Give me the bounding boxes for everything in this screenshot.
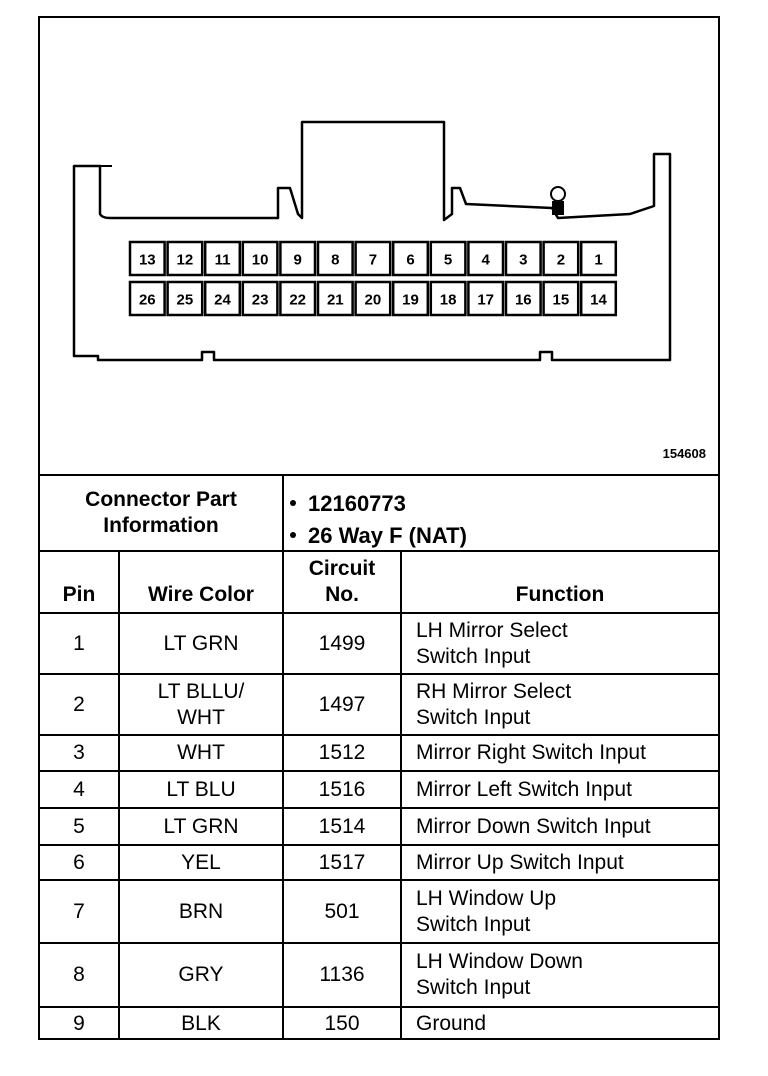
bullet-icon [290,532,296,538]
connector-chart [38,16,720,1040]
row-function: RH Mirror Select Switch Input [416,679,572,729]
row-circuit: 150 [324,1012,360,1035]
row-pin: 5 [73,814,85,838]
row-circuit: 1514 [318,814,366,838]
connector-info-list [290,488,710,552]
row-function: Mirror Down Switch Input [416,814,651,838]
latch-tab [552,201,564,215]
pin-number: 1 [594,251,603,269]
pin-number: 17 [477,291,495,309]
header-pin: Pin [62,583,96,606]
row-circuit: 1516 [318,777,366,801]
row-wire-color: WHT [177,741,225,764]
row-function: Mirror Right Switch Input [416,741,646,764]
row-function: LH Window Up Switch Input [416,886,557,936]
pin-number: 4 [481,251,490,269]
pin-number: 18 [439,291,457,309]
connector-type: 26 Way F (NAT) [290,520,710,552]
pin-number: 2 [556,251,566,269]
pin-number: 11 [214,251,231,269]
connector-diagram [40,18,718,474]
row-function: Mirror Up Switch Input [416,850,624,874]
row-circuit: 1136 [319,963,365,986]
pin-number: 5 [443,251,453,269]
row-pin: 2 [73,692,85,716]
pin-number: 20 [364,291,382,309]
header-function: Function [515,583,605,606]
pin-number: 13 [138,251,156,269]
pin-number: 14 [590,291,607,309]
figure-id: 154608 [662,446,706,461]
pin-number: 26 [138,291,156,309]
row-pin: 1 [73,631,85,655]
pin-number: 12 [176,251,194,269]
row-function: LH Window Down Switch Input [416,950,583,999]
row-wire-color: LT BLLU/ WHT [157,679,245,729]
pin-number: 16 [514,291,532,309]
row-circuit: 1499 [318,631,366,655]
pin-number: 3 [519,251,528,269]
pin-number: 19 [402,291,419,309]
row-pin: 4 [73,777,85,801]
pin-number: 15 [552,291,570,309]
header-circuit: Circuit No. [308,557,376,606]
pin-grid [130,242,616,315]
row-pin: 8 [73,963,85,986]
row-function: Mirror Left Switch Input [416,777,632,801]
row-circuit: 1517 [318,850,366,874]
bullet-icon [290,500,296,506]
row-pin: 9 [73,1012,85,1035]
row-circuit: 501 [324,899,360,923]
row-function: Ground [416,1012,487,1035]
row-wire-color: BLK [181,1012,221,1035]
pin-number: 9 [293,251,302,269]
pin-number: 7 [368,251,378,269]
row-pin: 6 [73,850,85,874]
connector-info-label: Connector Part Information [85,488,237,537]
pin-number: 21 [326,291,344,309]
row-wire-color: BRN [178,899,224,923]
part-number: 12160773 [290,488,710,520]
row-pin: 7 [73,899,85,923]
header-wire-color: Wire Color [148,583,254,606]
connector-face-drawing [40,18,718,474]
pin-number: 25 [176,291,194,309]
row-function: LH Mirror Select Switch Input [416,618,568,668]
pin-number: 23 [251,291,269,309]
latch-icon [551,187,565,201]
row-circuit: 1512 [318,741,366,764]
row-wire-color: LT GRN [163,631,239,655]
row-wire-color: LT GRN [163,814,239,838]
row-pin: 3 [73,741,85,764]
pin-number: 22 [289,291,307,309]
row-wire-color: GRY [178,963,224,986]
row-circuit: 1497 [318,692,366,716]
pin-number: 10 [251,251,269,269]
pin-number: 24 [214,291,231,309]
pin-number: 6 [406,251,415,269]
row-wire-color: LT BLU [166,777,236,801]
row-wire-color: YEL [181,850,221,874]
pin-number: 8 [331,251,340,269]
